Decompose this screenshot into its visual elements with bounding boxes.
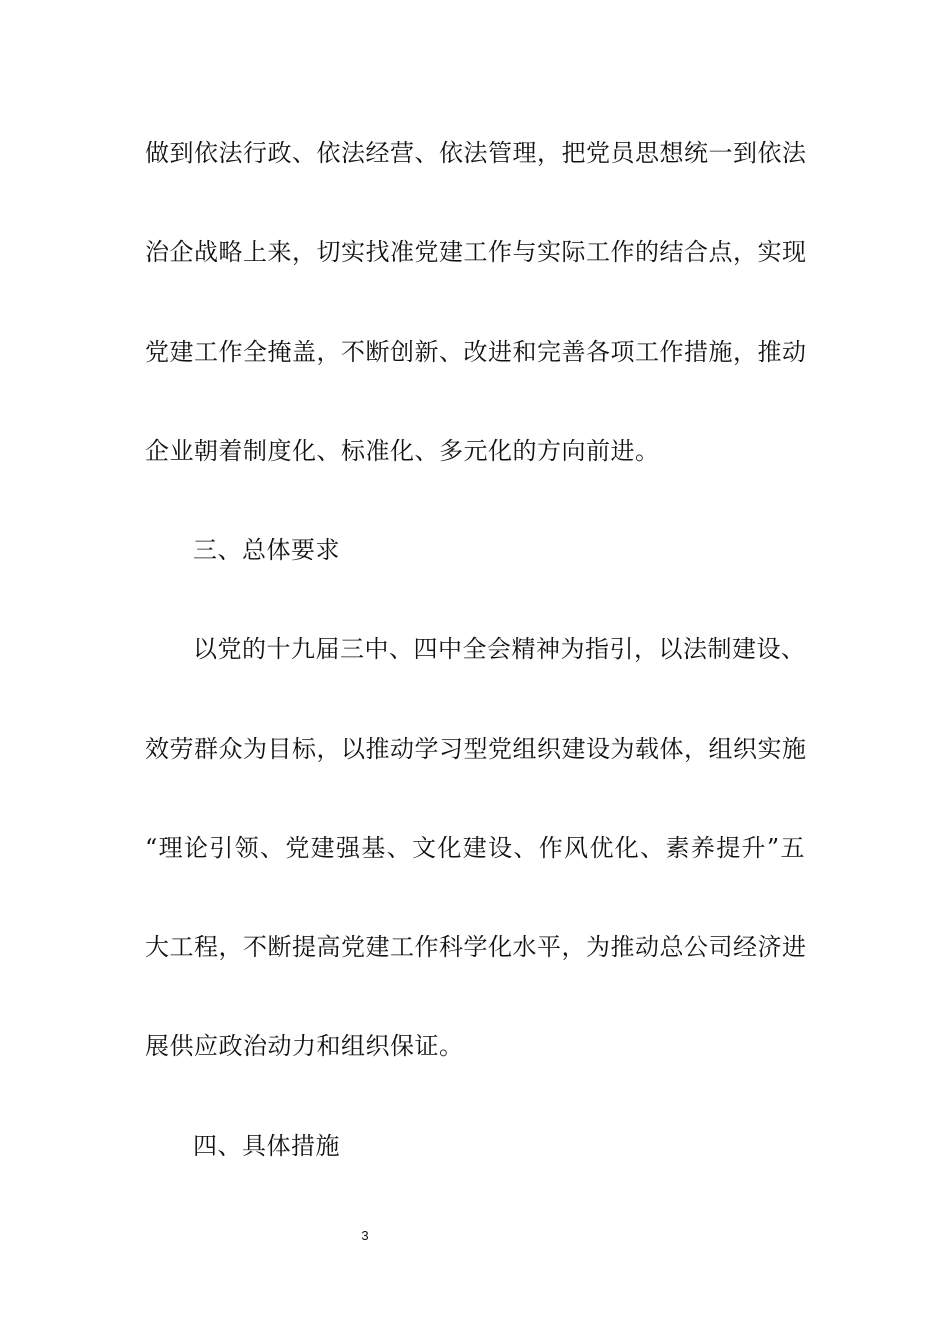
body-text-line: 做到依法行政、依法经营、依法管理，把党员思想统一到依法 [145,139,807,167]
section-heading: 三、总体要求 [193,536,340,564]
body-text-line: 展供应政治动力和组织保证。 [145,1032,464,1060]
body-text-line: 党建工作全掩盖，不断创新、改进和完善各项工作措施，推动 [145,338,807,366]
section-heading: 四、具体措施 [193,1132,340,1160]
body-text-line: 大工程，不断提高党建工作科学化水平，为推动总公司经济进 [145,933,807,961]
body-text-line: 企业朝着制度化、标准化、多元化的方向前进。 [145,437,660,465]
body-text-line: 治企战略上来，切实找准党建工作与实际工作的结合点，实现 [145,238,807,266]
body-text-line: 以党的十九届三中、四中全会精神为指引，以法制建设、 [193,635,806,663]
body-text-line: “理论引领、党建强基、文化建设、作风优化、素养提升”五 [145,834,805,862]
page-number: 3 [361,1228,369,1243]
body-text-line: 效劳群众为目标，以推动学习型党组织建设为载体，组织实施 [145,735,807,763]
